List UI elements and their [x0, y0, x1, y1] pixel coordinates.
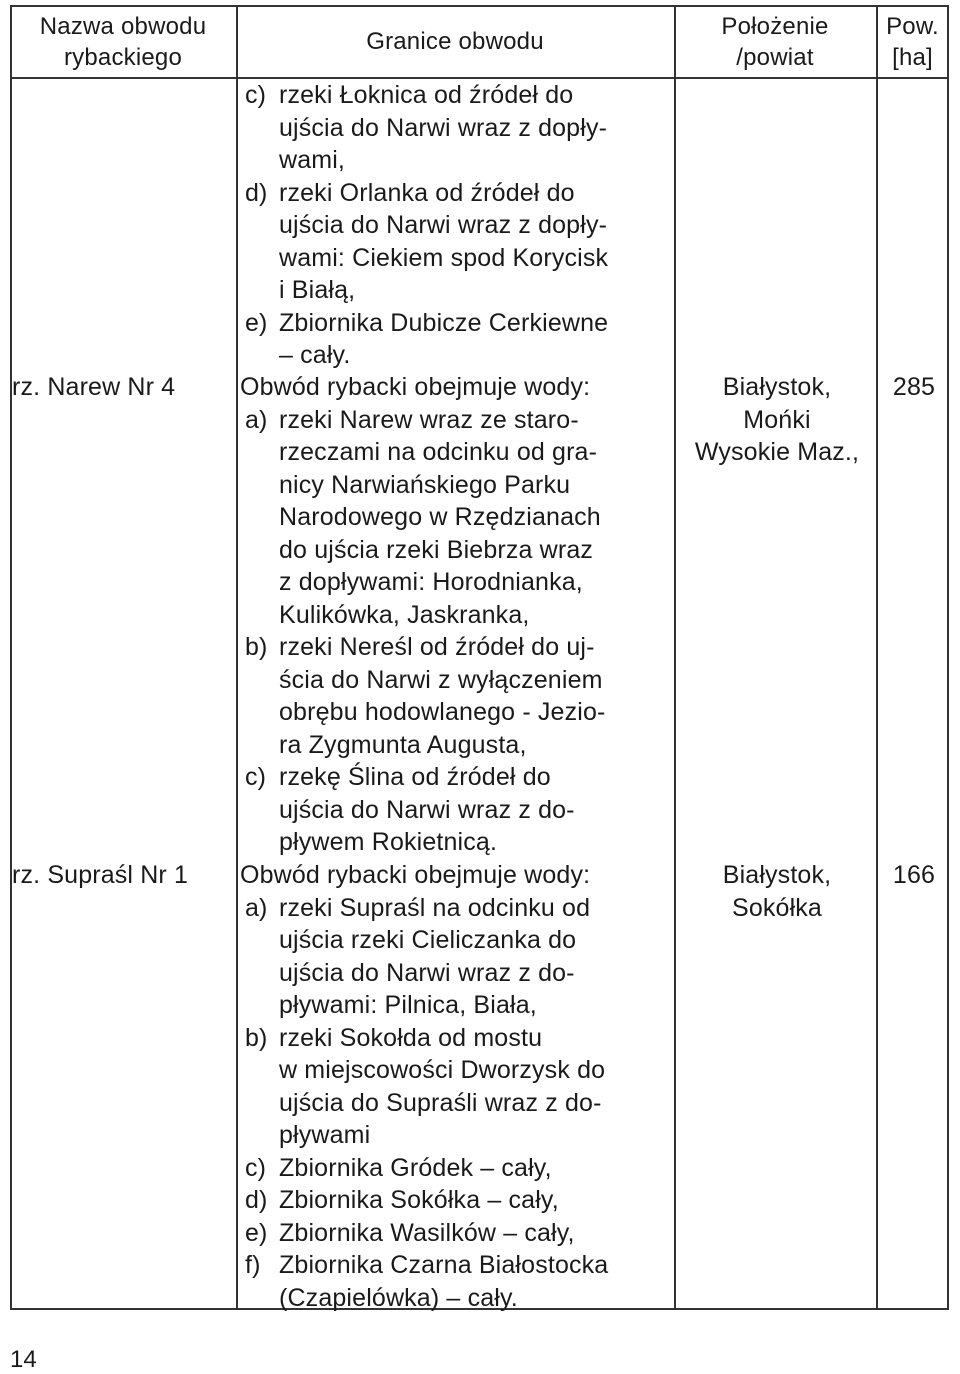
- description-line: [239, 566, 674, 599]
- row-location: [676, 859, 878, 924]
- description-text: Obwód rybacki obejmuje wody:: [240, 373, 591, 401]
- description-text: (Czapielówka) – cały.: [279, 1283, 518, 1312]
- description-text: ujścia do Narwi wraz z do-: [279, 795, 575, 824]
- list-marker: c): [245, 1153, 267, 1182]
- description-text: Zbiornika Wasilków – cały,: [279, 1218, 575, 1247]
- description-text: Zbiornika Gródek – cały,: [279, 1153, 552, 1182]
- description-line: [239, 794, 674, 827]
- header-desc-line: Granice obwodu: [366, 28, 544, 55]
- description-line: [239, 1054, 674, 1087]
- header-location: [674, 11, 876, 73]
- row-description: [239, 859, 674, 1314]
- description-line: [239, 1184, 674, 1217]
- description-text: w miejscowości Dworzysk do: [279, 1056, 606, 1084]
- list-marker: b): [245, 633, 268, 661]
- description-text: i Białą,: [279, 276, 356, 304]
- header-location-line: /powiat: [736, 44, 814, 71]
- description-line: [239, 242, 674, 275]
- list-marker: a): [245, 893, 268, 922]
- description-line: [239, 924, 674, 957]
- description-text: wami: Ciekiem spod Korycisk: [279, 243, 609, 272]
- row-area: 166: [892, 861, 936, 889]
- description-text: z dopływami: Horodnianka,: [279, 568, 583, 596]
- description-line: [239, 631, 674, 664]
- description-line: [239, 177, 674, 210]
- description-line: [239, 989, 674, 1022]
- list-marker: e): [245, 308, 268, 337]
- list-marker: e): [245, 1218, 268, 1247]
- description-line: [239, 1152, 674, 1185]
- description-text: rzeki Sokołda od mostu: [279, 1023, 543, 1052]
- row-name: rz. Supraśl Nr 1: [12, 861, 189, 889]
- table-border-right: [947, 5, 949, 1310]
- list-marker: c): [245, 81, 267, 109]
- description-line: [239, 436, 674, 469]
- header-area: [876, 11, 949, 73]
- description-line: [239, 761, 674, 794]
- description-line: [239, 371, 674, 404]
- description-line: [239, 957, 674, 990]
- description-text: ujścia do Narwi wraz z dopły-: [279, 113, 608, 142]
- description-line: [239, 404, 674, 437]
- description-text: rzeczami na odcinku od gra-: [279, 438, 598, 466]
- description-line: [239, 892, 674, 925]
- description-text: rzeki Narew wraz ze staro-: [279, 405, 579, 434]
- description-text: pływami: [279, 1121, 371, 1149]
- description-text: Narodowego w Rzędzianach: [279, 503, 601, 531]
- description-line: [239, 534, 674, 567]
- description-text: do ujścia rzeki Biebrza wraz: [279, 535, 594, 564]
- description-line: [239, 826, 674, 859]
- row-description: [239, 79, 674, 372]
- column-divider-name: [236, 5, 238, 1310]
- header-area-line: [ha]: [892, 44, 933, 71]
- description-line: [239, 307, 674, 340]
- header-desc: [236, 26, 674, 57]
- description-text: ujścia do Narwi wraz z do-: [279, 958, 575, 987]
- description-line: [239, 79, 674, 112]
- description-text: nicy Narwiańskiego Parku: [279, 470, 571, 499]
- description-line: [239, 1119, 674, 1152]
- page-number: 14: [10, 1346, 37, 1373]
- fishing-districts-table: [10, 5, 949, 1310]
- description-text: wami,: [279, 146, 346, 174]
- row-area: 285: [892, 373, 936, 401]
- row-name: rz. Narew Nr 4: [12, 373, 176, 401]
- description-line: [239, 1249, 674, 1282]
- description-line: [239, 112, 674, 145]
- description-text: rzeki Supraśl na odcinku od: [279, 893, 591, 922]
- description-line: [239, 729, 674, 762]
- row-description: [239, 371, 674, 859]
- description-text: rzeki Łoknica od źródeł do: [279, 81, 574, 109]
- description-text: Zbiornika Czarna Białostocka: [279, 1251, 609, 1279]
- description-line: [239, 1217, 674, 1250]
- description-line: [239, 664, 674, 697]
- description-text: rzeki Nereśl od źródeł do uj-: [279, 633, 595, 661]
- description-text: – cały.: [279, 341, 351, 369]
- row-location: [676, 371, 878, 469]
- header-name-line: Nazwa obwodu: [39, 13, 207, 40]
- description-line: [239, 144, 674, 177]
- location-line: Białystok,: [722, 373, 832, 401]
- list-marker: c): [245, 763, 267, 791]
- list-marker: f): [245, 1251, 261, 1279]
- table-border-left: [10, 5, 12, 1310]
- header-name: [10, 11, 236, 73]
- description-line: [239, 859, 674, 892]
- header-name-line: rybackiego: [63, 44, 183, 71]
- description-line: [239, 1022, 674, 1055]
- description-line: [239, 274, 674, 307]
- description-line: [239, 1087, 674, 1120]
- description-text: Obwód rybacki obejmuje wody:: [240, 861, 591, 889]
- column-divider-loc: [876, 5, 878, 1310]
- description-text: pływem Rokietnicą.: [279, 828, 498, 856]
- description-line: [239, 339, 674, 372]
- list-marker: a): [245, 405, 268, 434]
- description-text: ujścia rzeki Cieliczanka do: [279, 926, 577, 954]
- description-line: [239, 209, 674, 242]
- description-text: ścia do Narwi z wyłączeniem: [279, 665, 603, 694]
- column-divider-desc: [674, 5, 676, 1310]
- description-text: ujścia do Narwi wraz z dopły-: [279, 211, 608, 239]
- description-line: [239, 1282, 674, 1315]
- table-border-top: [10, 5, 949, 7]
- description-text: Zbiornika Sokółka – cały,: [279, 1186, 559, 1214]
- location-line: Wysokie Maz.,: [694, 438, 860, 466]
- location-line: Mońki: [743, 405, 811, 434]
- description-text: ra Zygmunta Augusta,: [279, 730, 527, 759]
- description-text: Zbiornika Dubicze Cerkiewne: [279, 308, 609, 337]
- description-text: Kulikówka, Jaskranka,: [279, 600, 530, 629]
- list-marker: d): [245, 178, 268, 207]
- description-text: rzeki Orlanka od źródeł do: [279, 178, 575, 207]
- description-line: [239, 501, 674, 534]
- list-marker: b): [245, 1023, 268, 1052]
- description-line: [239, 599, 674, 632]
- description-line: [239, 696, 674, 729]
- description-text: obrębu hodowlanego - Jezio-: [279, 698, 606, 726]
- header-location-line: Położenie: [721, 13, 829, 40]
- description-text: pływami: Pilnica, Biała,: [279, 991, 537, 1019]
- description-text: ujścia do Supraśli wraz z do-: [279, 1088, 602, 1117]
- location-line: Białystok,: [722, 861, 832, 889]
- list-marker: d): [245, 1186, 268, 1214]
- header-area-line: Pow.: [886, 13, 939, 40]
- description-text: rzekę Ślina od źródeł do: [279, 763, 551, 791]
- description-line: [239, 469, 674, 502]
- location-line: Sokółka: [732, 893, 822, 922]
